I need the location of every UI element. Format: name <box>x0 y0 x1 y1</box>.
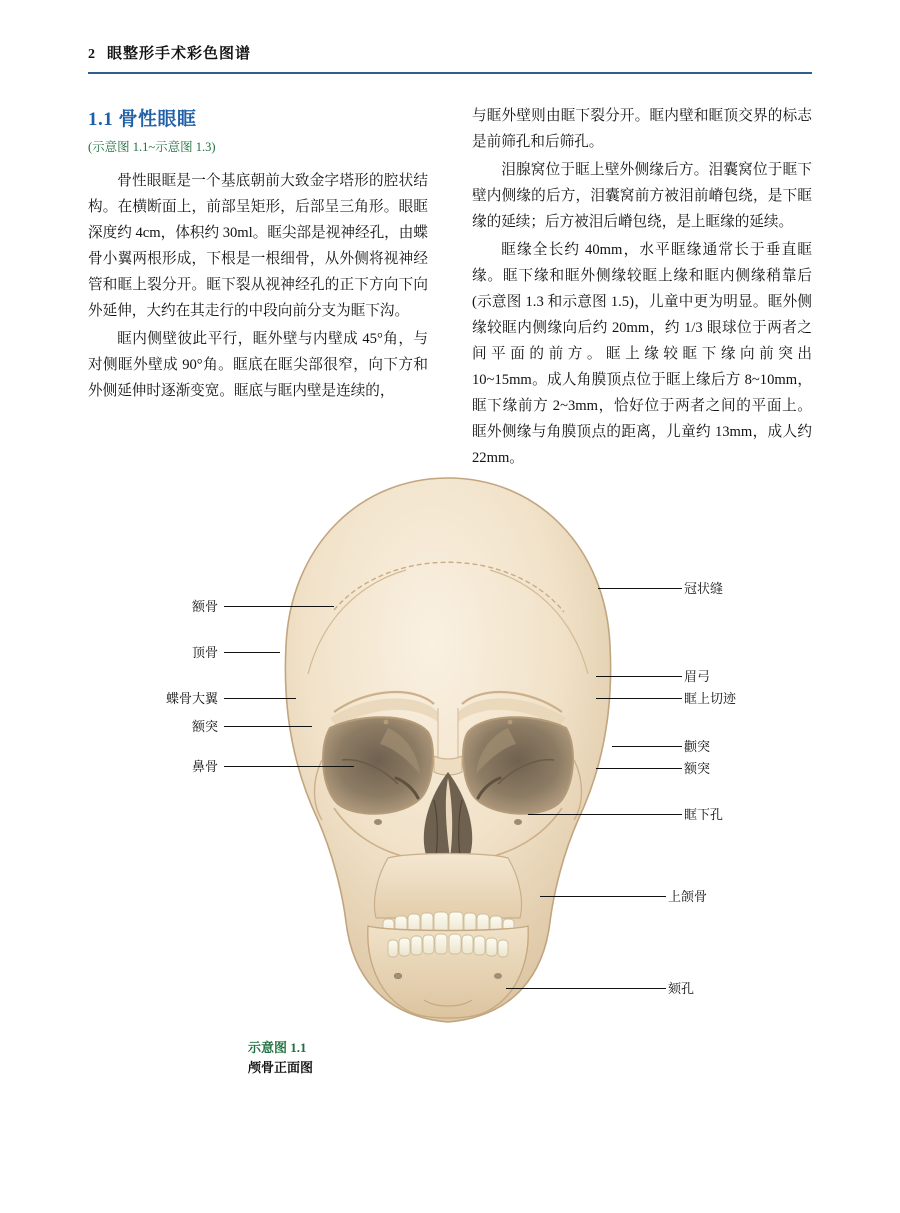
label-supraorbital-notch: 眶上切迹 <box>684 691 737 706</box>
paragraph: 眶内侧壁彼此平行，眶外壁与内壁成 45°角，与对侧眶外壁成 90°角。眶底在眶尖部很窄，向下方和外侧延伸时逐渐变宽。眶底与眶内壁是连续的， <box>88 330 428 399</box>
paragraph: 与眶外壁则由眶下裂分开。眶内壁和眶顶交界的标志是前筛孔和后筛孔。 <box>472 108 812 150</box>
figure-number: 示意图 1.1 <box>248 1040 307 1055</box>
paragraph: 眶缘全长约 40mm，水平眶缘通常长于垂直眶缘。眶下缘和眶外侧缘较眶上缘和眶内侧缘稍靠后(示意图 1.3 和示意图 1.5)，儿童中更为明显。眶外侧缘较眶内侧缘向后约 20mm，约 1/3 眼球位于两者之间平面的前方。眶上缘较眶下缘向前突出 10~15mm。成人角膜顶点位于眶上缘后方 8~10mm，眶下缘前方 2~3mm，恰好位于两者之间的平面上。眶外侧缘与角膜顶点的距离，儿童约 13mm，成人约 22mm。 <box>472 241 812 466</box>
book-title: 眼整形手术彩色图谱 <box>107 46 252 62</box>
skull-illustration <box>238 460 658 1060</box>
right-column <box>472 104 812 474</box>
label-frontal-process-right: 额突 <box>684 761 711 776</box>
figure-1-1 <box>88 460 812 1120</box>
page-number: 2 <box>88 47 95 62</box>
label-greater-wing-sphenoid: 蝶骨大翼 <box>165 691 218 706</box>
label-superciliary-arch: 眉弓 <box>684 669 711 684</box>
header-divider <box>88 72 812 74</box>
label-parietal-bone: 顶骨 <box>191 645 218 660</box>
label-nasal-bone: 鼻骨 <box>191 759 218 774</box>
left-column <box>88 104 428 407</box>
label-frontal-bone: 额骨 <box>191 599 218 614</box>
figure-caption-text: 颅骨正面图 <box>248 1060 314 1076</box>
label-infraorbital-foramen: 眶下孔 <box>684 807 724 822</box>
label-frontal-process: 额突 <box>191 719 218 734</box>
label-zygomatic-process: 颧突 <box>684 739 711 754</box>
paragraph: 骨性眼眶是一个基底朝前大致金字塔形的腔状结构。在横断面上，前部呈矩形，后部呈三角形。眼眶深度约 4cm，体积约 30ml。眶尖部是视神经孔，由蝶骨小翼两根形成，下根是一根细骨，从外侧将视神经管和眶上裂分开。眶下裂从视神经孔的正下方向下向外延伸，大约在其走行的中段向前分支为眶下沟。 <box>88 173 428 319</box>
page-title: 1.1 骨性眼眶 <box>88 109 197 130</box>
figure-caption <box>248 1038 313 1078</box>
text-columns <box>88 104 812 466</box>
section-subtitle: (示意图 1.1~示意图 1.3) <box>88 140 216 154</box>
running-head <box>88 42 812 63</box>
label-maxilla: 上颌骨 <box>668 889 708 904</box>
label-mental-foramen: 颏孔 <box>668 981 695 996</box>
paragraph: 泪腺窝位于眶上壁外侧缘后方。泪囊窝位于眶下壁内侧缘的后方，泪囊窝前方被泪前嵴包绕，是下眶缘的延续；后方被泪后嵴包绕，是上眶缘的延续。 <box>472 161 812 230</box>
label-coronal-suture: 冠状缝 <box>684 581 724 596</box>
